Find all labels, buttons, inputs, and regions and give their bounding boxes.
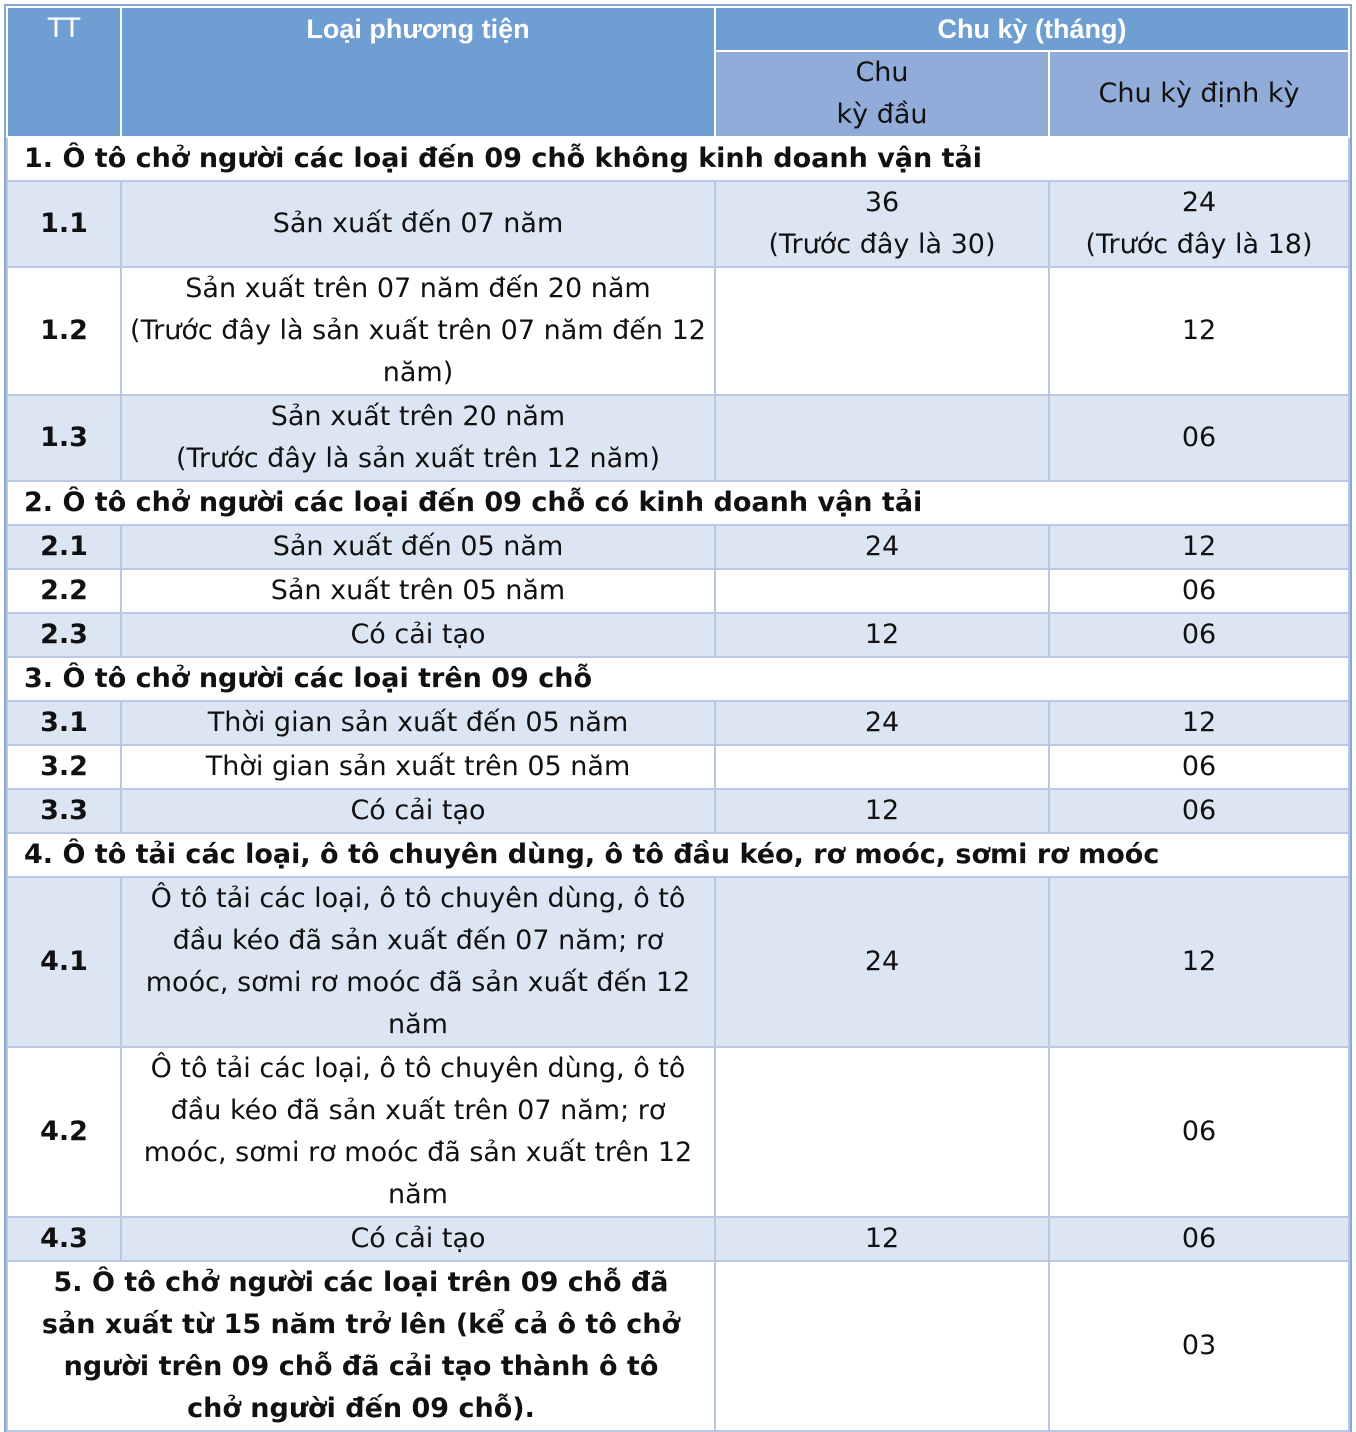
row-number: 4.1 — [7, 877, 121, 1047]
periodic-cycle-cell: 06 — [1049, 569, 1349, 613]
periodic-cycle-cell: 03 — [1049, 1261, 1349, 1431]
inspection-cycle-table — [6, 6, 1350, 1432]
vehicle-type-cell: Sản xuất đến 07 năm — [121, 181, 715, 267]
periodic-cycle-cell: 12 — [1049, 267, 1349, 395]
vehicle-type-cell: Có cải tạo — [121, 1217, 715, 1261]
periodic-cycle-cell: 06 — [1049, 745, 1349, 789]
periodic-cycle-cell: 12 — [1049, 877, 1349, 1047]
header-vehicle-type: Loại phương tiện — [121, 7, 715, 137]
section-title: 3. Ô tô chở người các loại trên 09 chỗ — [7, 657, 1349, 701]
row-number: 2.2 — [7, 569, 121, 613]
row-number: 3.3 — [7, 789, 121, 833]
periodic-cycle-cell: 12 — [1049, 525, 1349, 569]
row-number: 3.2 — [7, 745, 121, 789]
vehicle-type-cell: Sản xuất đến 05 năm — [121, 525, 715, 569]
first-cycle-cell: 36 (Trước đây là 30) — [715, 181, 1049, 267]
header-tt: TT — [7, 7, 121, 137]
row-number: 2.3 — [7, 613, 121, 657]
header-first-cycle: Chu kỳ đầu — [715, 51, 1049, 137]
first-cycle-cell: 24 — [715, 525, 1049, 569]
first-cycle-cell: 12 — [715, 1217, 1049, 1261]
periodic-cycle-cell: 06 — [1049, 1047, 1349, 1217]
first-cycle-cell — [715, 569, 1049, 613]
first-cycle-cell — [715, 395, 1049, 481]
periodic-cycle-cell: 06 — [1049, 613, 1349, 657]
periodic-cycle-cell: 06 — [1049, 395, 1349, 481]
section-title: 4. Ô tô tải các loại, ô tô chuyên dùng, ô tô đầu kéo, rơ moóc, sơmi rơ moóc — [7, 833, 1349, 877]
vehicle-type-cell: Thời gian sản xuất trên 05 năm — [121, 745, 715, 789]
periodic-cycle-cell: 24 (Trước đây là 18) — [1049, 181, 1349, 267]
section-title: 2. Ô tô chở người các loại đến 09 chỗ có kinh doanh vận tải — [7, 481, 1349, 525]
vehicle-type-cell: Ô tô tải các loại, ô tô chuyên dùng, ô tô đầu kéo đã sản xuất trên 07 năm; rơ moóc, sơmi rơ moóc đã sản xuất trên 12 năm — [121, 1047, 715, 1217]
vehicle-type-cell: Thời gian sản xuất đến 05 năm — [121, 701, 715, 745]
first-cycle-cell — [715, 1047, 1049, 1217]
header-cycle-group: Chu kỳ (tháng) — [715, 7, 1349, 51]
row-number: 4.2 — [7, 1047, 121, 1217]
first-cycle-cell — [715, 1261, 1049, 1431]
row-number: 1.2 — [7, 267, 121, 395]
vehicle-type-cell: Có cải tạo — [121, 789, 715, 833]
vehicle-type-cell: Có cải tạo — [121, 613, 715, 657]
vehicle-type-cell: Ô tô tải các loại, ô tô chuyên dùng, ô tô đầu kéo đã sản xuất đến 07 năm; rơ moóc, sơmi rơ moóc đã sản xuất đến 12 năm — [121, 877, 715, 1047]
vehicle-type-cell: Sản xuất trên 20 năm (Trước đây là sản xuất trên 12 năm) — [121, 395, 715, 481]
first-cycle-cell: 12 — [715, 613, 1049, 657]
row-number: 2.1 — [7, 525, 121, 569]
section-5-title: 5. Ô tô chở người các loại trên 09 chỗ đã sản xuất từ 15 năm trở lên (kể cả ô tô chở người trên 09 chỗ đã cải tạo thành ô tô chở người đến 09 chỗ). — [7, 1261, 715, 1431]
section-title: 1. Ô tô chở người các loại đến 09 chỗ không kinh doanh vận tải — [7, 137, 1349, 181]
first-cycle-cell — [715, 745, 1049, 789]
first-cycle-cell: 24 — [715, 701, 1049, 745]
row-number: 4.3 — [7, 1217, 121, 1261]
header-periodic-cycle: Chu kỳ định kỳ — [1049, 51, 1349, 137]
row-number: 1.1 — [7, 181, 121, 267]
periodic-cycle-cell: 06 — [1049, 1217, 1349, 1261]
row-number: 1.3 — [7, 395, 121, 481]
first-cycle-cell — [715, 267, 1049, 395]
periodic-cycle-cell: 06 — [1049, 789, 1349, 833]
periodic-cycle-cell: 12 — [1049, 701, 1349, 745]
row-number: 3.1 — [7, 701, 121, 745]
first-cycle-cell: 12 — [715, 789, 1049, 833]
vehicle-type-cell: Sản xuất trên 07 năm đến 20 năm (Trước đây là sản xuất trên 07 năm đến 12 năm) — [121, 267, 715, 395]
first-cycle-cell: 24 — [715, 877, 1049, 1047]
vehicle-type-cell: Sản xuất trên 05 năm — [121, 569, 715, 613]
